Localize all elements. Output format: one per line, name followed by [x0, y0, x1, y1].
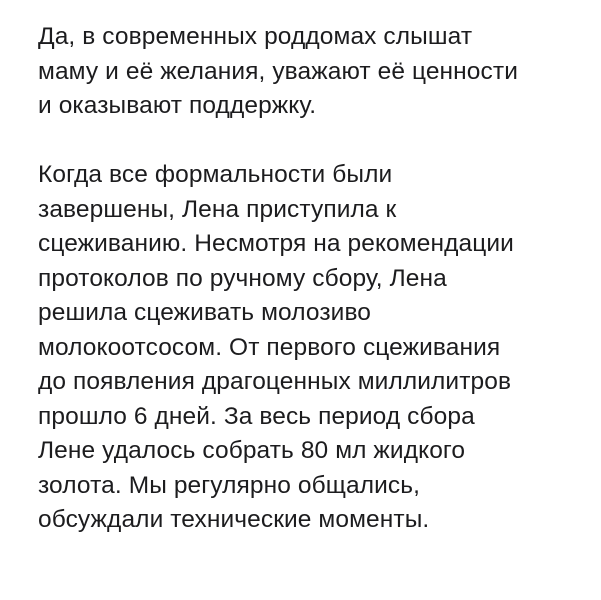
text-line: сцеживанию. Несмотря на рекомендации: [38, 230, 514, 257]
text-line: маму и её желания, уважают её ценности: [38, 57, 518, 85]
text-line: золота. Мы регулярно общались,: [38, 471, 421, 499]
text-line: и оказывают поддержку.: [38, 92, 317, 119]
text-line: решила сцеживать молозиво: [38, 299, 372, 326]
article-body: [38, 20, 578, 538]
text-line: Да, в современных роддомах слышат: [38, 23, 473, 50]
text-line: прошло 6 дней. За весь период сбора: [38, 402, 475, 430]
text-line: протоколов по ручному сбору, Лена: [38, 264, 447, 292]
paragraph-1: [38, 20, 578, 124]
text-line: Когда все формальности были: [38, 161, 393, 188]
text-line: завершены, Лена приступила к: [38, 195, 397, 223]
text-line: обсуждали технические моменты.: [38, 506, 430, 533]
text-line: до появления драгоценных миллилитров: [38, 368, 512, 395]
paragraph-2: [38, 158, 578, 538]
text-line: Лене удалось собрать 80 мл жидкого: [38, 437, 466, 464]
text-line: молокоотсосом. От первого сцеживания: [38, 333, 501, 361]
